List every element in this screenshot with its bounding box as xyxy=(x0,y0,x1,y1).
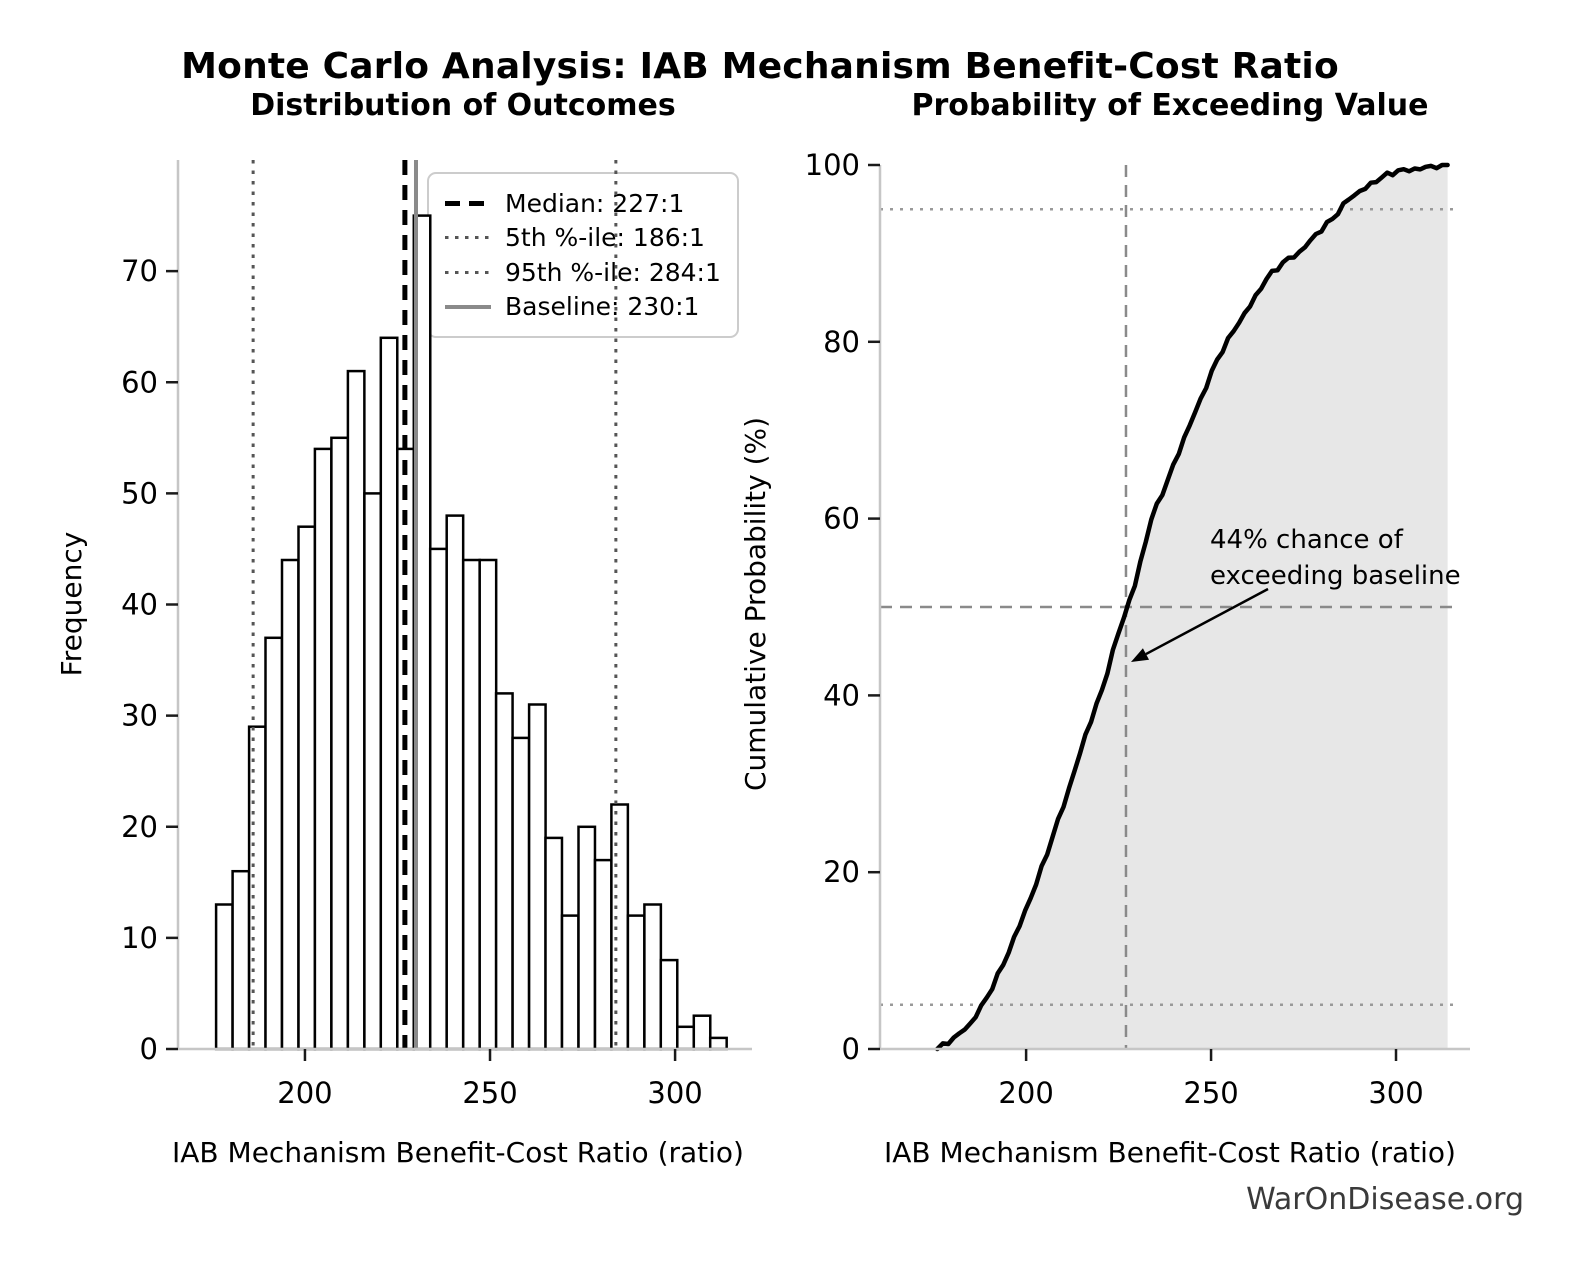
histogram-bar xyxy=(480,560,496,1049)
histogram-bar xyxy=(249,727,265,1049)
histogram-bar xyxy=(233,871,249,1049)
y-tick-label: 80 xyxy=(823,324,860,359)
histogram-bar xyxy=(266,638,282,1049)
histogram-bar xyxy=(628,916,644,1049)
y-tick-label: 100 xyxy=(804,148,860,182)
histogram-bar xyxy=(348,371,364,1049)
histogram-bar xyxy=(710,1038,726,1049)
x-tick-label: 250 xyxy=(462,1076,518,1110)
histogram-bar xyxy=(331,438,347,1049)
histogram-bar xyxy=(661,960,677,1049)
x-tick-label: 300 xyxy=(1368,1076,1424,1110)
histogram-ylabel: Frequency xyxy=(55,531,88,677)
histogram-bar xyxy=(694,1016,710,1049)
histogram-bar xyxy=(381,338,397,1049)
legend-label-p95: 95th %-ile: 284:1 xyxy=(505,257,721,287)
histogram-bar xyxy=(562,916,578,1049)
y-tick-label: 50 xyxy=(121,476,158,511)
cdf-xlabel: IAB Mechanism Benefit-Cost Ratio (ratio) xyxy=(884,1136,1456,1169)
y-tick-label: 20 xyxy=(823,855,860,890)
x-tick-label: 200 xyxy=(998,1076,1054,1110)
x-tick-label: 200 xyxy=(277,1076,333,1110)
annotation-line-1: 44% chance of xyxy=(1210,525,1403,555)
cdf-annotation xyxy=(1210,522,1461,594)
x-tick-label: 250 xyxy=(1183,1076,1239,1110)
histogram-bar xyxy=(496,693,512,1049)
histogram-bar xyxy=(430,549,446,1049)
y-tick-label: 0 xyxy=(139,1032,158,1066)
main-title: Monte Carlo Analysis: IAB Mechanism Benefit-Cost Ratio xyxy=(181,46,1339,87)
histogram-bars xyxy=(216,216,727,1050)
histogram-bar xyxy=(529,705,545,1050)
y-tick-label: 40 xyxy=(121,587,158,622)
y-tick-label: 40 xyxy=(823,678,860,713)
histogram-bar xyxy=(644,905,660,1050)
cdf-ylabel: Cumulative Probability (%) xyxy=(739,416,772,792)
histogram-bar xyxy=(282,560,298,1049)
y-tick-label: 0 xyxy=(841,1032,860,1066)
watermark: WarOnDisease.org xyxy=(1246,1182,1524,1217)
cdf-title: Probability of Exceeding Value xyxy=(911,88,1429,123)
histogram-bar xyxy=(299,527,315,1049)
legend-label-median: Median: 227:1 xyxy=(505,188,685,218)
histogram-bar xyxy=(595,860,611,1049)
x-tick-label: 300 xyxy=(647,1076,703,1110)
legend-label-baseline: Baseline: 230:1 xyxy=(505,292,700,322)
histogram-bar xyxy=(216,905,232,1050)
histogram-bar xyxy=(463,560,479,1049)
histogram-bar xyxy=(364,493,380,1049)
histogram-bar xyxy=(513,738,529,1049)
legend-label-p5: 5th %-ile: 186:1 xyxy=(505,223,705,253)
histogram-bar xyxy=(447,516,463,1049)
y-tick-label: 70 xyxy=(121,254,158,289)
annotation-line-2: exceeding baseline xyxy=(1210,561,1461,591)
histogram-bar xyxy=(315,449,331,1049)
y-tick-label: 30 xyxy=(121,698,158,733)
y-tick-label: 20 xyxy=(121,809,158,844)
histogram-bar xyxy=(677,1027,693,1049)
y-tick-label: 60 xyxy=(823,501,860,536)
histogram-title: Distribution of Outcomes xyxy=(250,88,676,123)
y-tick-label: 60 xyxy=(121,365,158,400)
histogram-xlabel: IAB Mechanism Benefit-Cost Ratio (ratio) xyxy=(172,1136,744,1169)
histogram-bar xyxy=(546,838,562,1049)
y-tick-label: 10 xyxy=(121,920,158,955)
histogram-bar xyxy=(611,805,627,1050)
histogram-bar xyxy=(579,827,595,1049)
